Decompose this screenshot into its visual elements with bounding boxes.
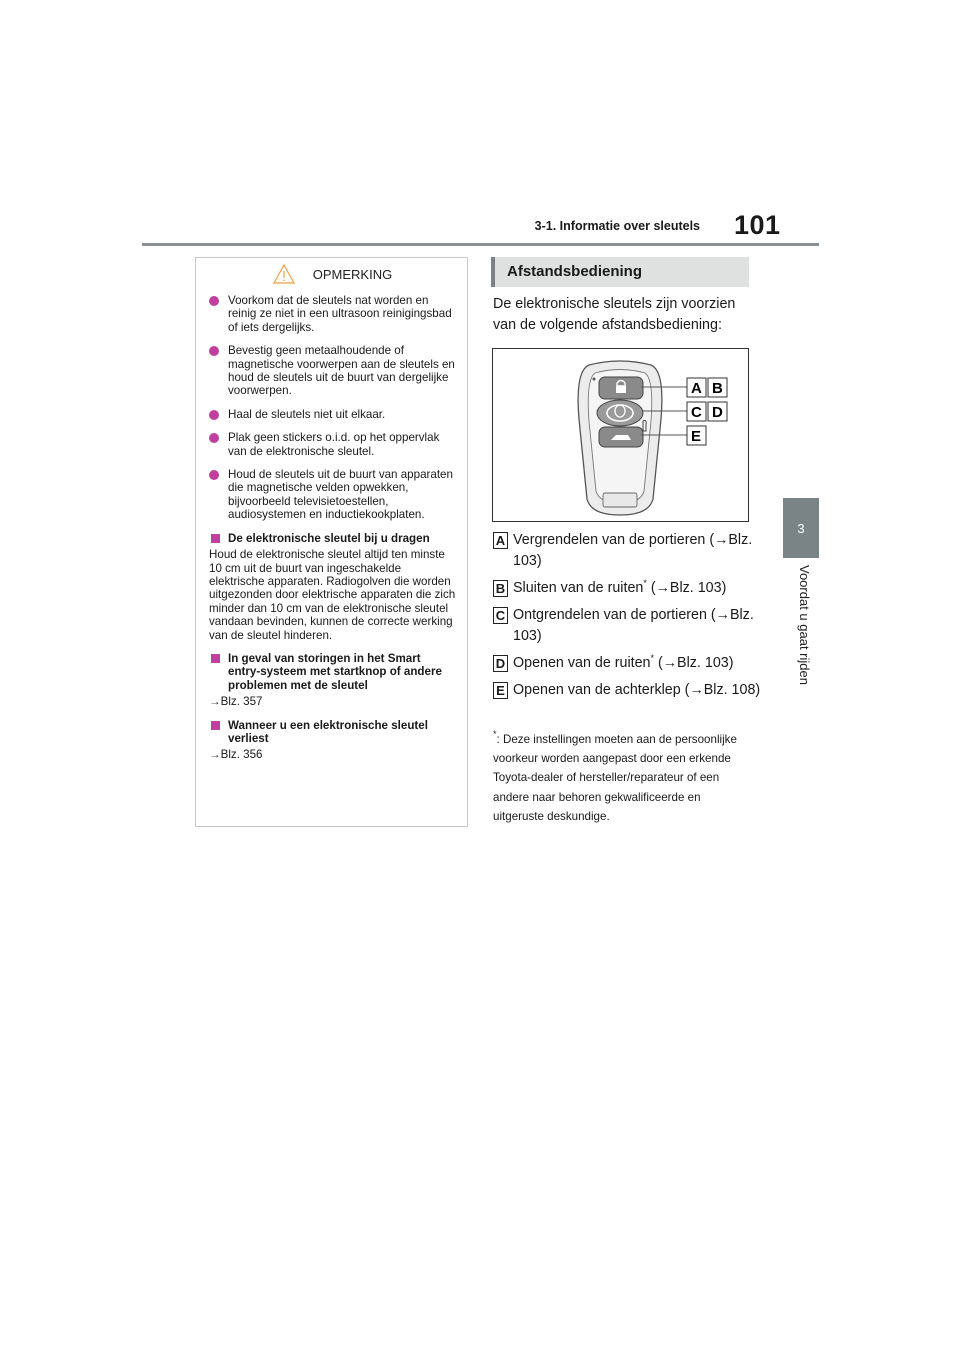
chapter-number: 3 xyxy=(797,520,805,536)
item-badge: C xyxy=(493,607,508,624)
notice-bullet: Plak geen stickers o.i.d. op het oppervlak van de elektronische sleutel. xyxy=(209,431,456,458)
bullet-dot-icon xyxy=(209,296,219,306)
bullet-dot-icon xyxy=(209,346,219,356)
figure-label-c: C xyxy=(691,404,702,421)
bullet-dot-icon xyxy=(209,470,219,480)
footnote xyxy=(493,730,751,826)
item-badge: E xyxy=(493,682,508,699)
notice-bullet: Voorkom dat de sleutels nat worden en reinig ze niet in een ultrasoon reinigingsbad of iets dergelijks. xyxy=(209,294,456,334)
section-title: 3-1. Informatie over sleutels xyxy=(534,219,700,233)
notice-subheading: De elektronische sleutel bij u dragen xyxy=(209,532,456,545)
notice-bullet: Houd de sleutels uit de buurt van apparaten die magnetische velden opwekken, bijvoorbeeld televisietoestellen, audiosystemen en inductiekookplaten. xyxy=(209,468,456,522)
item-badge: B xyxy=(493,580,508,597)
figure-label-a: A xyxy=(691,380,702,397)
figure-label-d: D xyxy=(712,404,723,421)
key-fob-illustration xyxy=(493,349,748,521)
notice-subheading: In geval van storingen in het Smart entry-systeem met startknop of andere problemen met de sleutel xyxy=(209,652,456,692)
intro-paragraph: De elektronische sleutels zijn voorzien van de volgende afstandsbediening: xyxy=(493,296,736,333)
footnote-mark: * xyxy=(493,729,497,739)
list-item: C Ontgrendelen van de portieren (→Blz. 103) xyxy=(493,605,763,647)
notice-bullet: Haal de sleutels niet uit elkaar. xyxy=(209,408,456,421)
header-divider xyxy=(142,243,819,246)
page-reference: →Blz. 357 xyxy=(209,695,263,709)
chapter-tab xyxy=(783,498,819,558)
page-reference: →Blz. 356 xyxy=(209,748,263,762)
notice-box xyxy=(195,257,468,827)
footnote-mark: * xyxy=(650,653,655,663)
list-item: D Openen van de ruiten* (→Blz. 103) xyxy=(493,653,763,674)
list-item: E Openen van de achterklep (→Blz. 108) xyxy=(493,680,763,701)
square-bullet-icon xyxy=(211,654,220,663)
section-heading: Afstandsbediening xyxy=(491,257,749,287)
chapter-title: Voordat u gaat rijden xyxy=(797,565,812,685)
notice-paragraph: Houd de elektronische sleutel altijd ten minste 10 cm uit de buurt van ingeschakelde elektrische apparaten. Radiogolven die worden uitgezonden door elektrische apparaten die zich minder dan 10 cm van de elektronische sleutel vandaan bevinden, kunnen de correcte werking van de sleutel hinderen. xyxy=(209,548,456,642)
square-bullet-icon xyxy=(211,721,220,730)
page-number: 101 xyxy=(734,210,781,240)
bullet-dot-icon xyxy=(209,410,219,420)
notice-subheading: Wanneer u een elektronische sleutel verliest xyxy=(209,719,456,746)
notice-bullet: Bevestig geen metaalhoudende of magnetische voorwerpen aan de sleutels en houd de sleutels uit de buurt van dergelijke voorwerpen. xyxy=(209,344,456,398)
footnote-mark: * xyxy=(643,578,647,588)
notice-header xyxy=(209,260,456,288)
square-bullet-icon xyxy=(211,534,220,543)
item-badge: D xyxy=(493,655,508,672)
key-fob-figure xyxy=(492,348,749,522)
bullet-dot-icon xyxy=(209,433,219,443)
list-item: B Sluiten van de ruiten* (→Blz. 103) xyxy=(493,578,763,599)
warning-icon xyxy=(273,264,295,284)
footnote-text: : Deze instellingen moeten aan de persoonlijke voorkeur worden aangepast door een erkende Toyota-dealer of hersteller/reparateur of een andere naar behoren gekwalificeerde en uitgeruste deskundige. xyxy=(493,733,737,823)
function-list xyxy=(493,530,763,707)
list-item: A Vergrendelen van de portieren (→Blz. 103) xyxy=(493,530,763,572)
notice-title: OPMERKING xyxy=(312,266,393,282)
figure-label-b: B xyxy=(712,380,723,397)
figure-label-e: E xyxy=(691,428,702,445)
item-badge: A xyxy=(493,532,508,549)
